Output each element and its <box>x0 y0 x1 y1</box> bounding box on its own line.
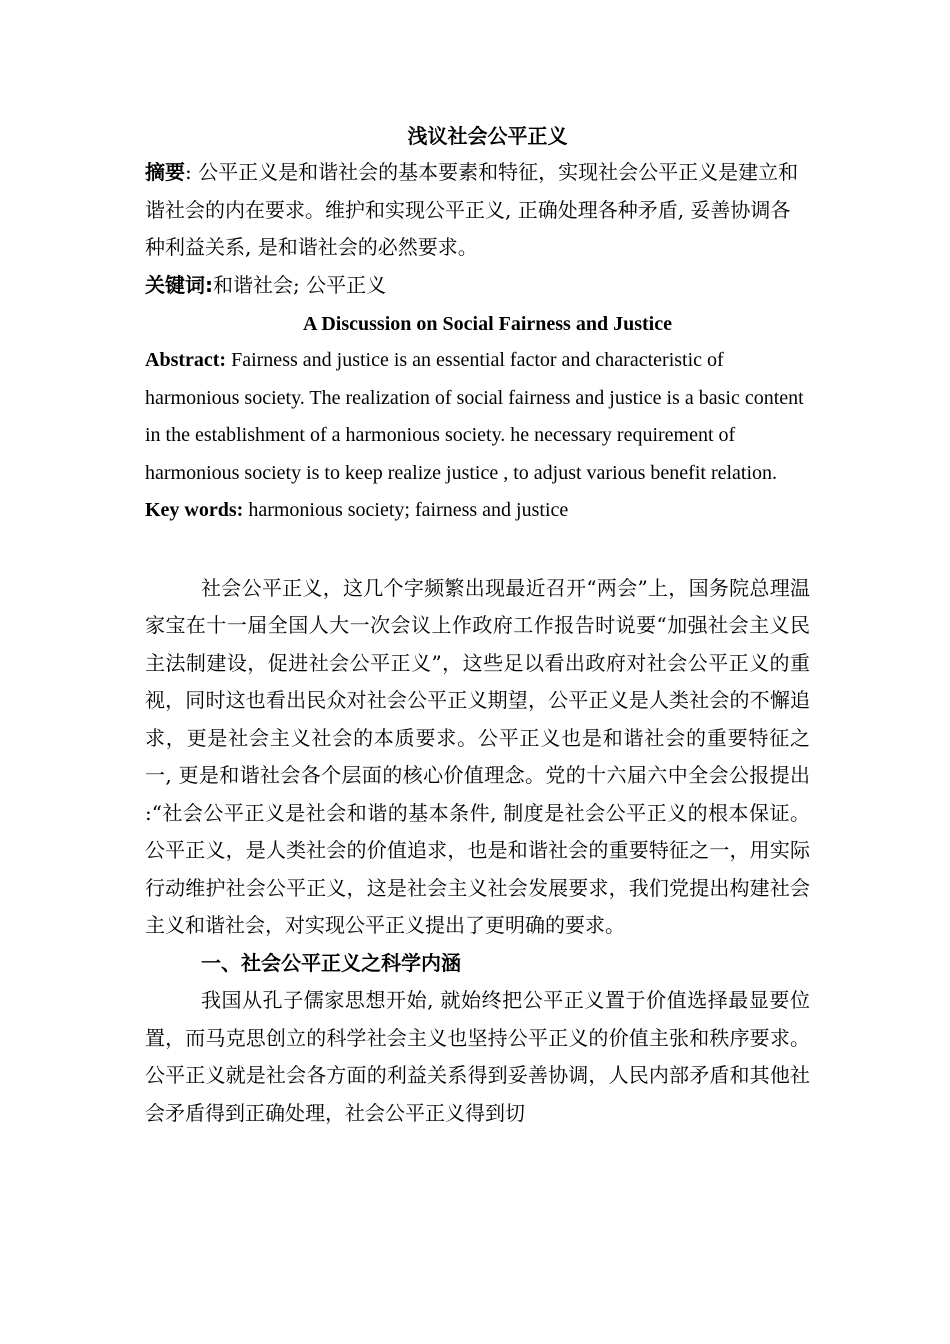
abstract-en-text: Fairness and justice is an essential factor and characteristic of harmonious society. The realization of social fairness and justice is a basic content in the establishment of a harmonious society. he necessary requirement of harmonious society is to keep realize justice , to adjust various benefit relation. <box>145 349 804 484</box>
keywords-cn <box>145 267 810 305</box>
document-title-en: A Discussion on Social Fairness and Justice <box>303 313 672 335</box>
abstract-en <box>145 342 810 492</box>
keywords-cn-label: 关键词: <box>145 272 213 297</box>
keywords-en <box>145 492 810 530</box>
abstract-cn-text: : 公平正义是和谐社会的基本要素和特征，实现社会公平正义是建立和谐社会的内在要求。维护和实现公平正义, 正确处理各种矛盾, 妥善协调各种利益关系, 是和谐社会的必然要求。 <box>145 160 799 259</box>
body-paragraph: 社会公平正义，这几个字频繁出现最近召开“两会”上，国务院总理温家宝在十一届全国人大一次会议上作政府工作报告时说要“加强社会主义民主法制建设，促进社会公平正义”，这些足以看出政府对社会公平正义的重视，同时这也看出民众对社会公平正义期望，公平正义是人类社会的不懈追求，更是社会主义社会的本质要求。公平正义也是和谐社会的重要特征之一, 更是和谐社会各个层面的核心价值理念。党的十六届六中全会公报提出 :“社会公平正义是社会和谐的基本条件, 制度是社会公平正义的根本保证。公平正义，是人类社会的价值追求，也是和谐社会的重要特征之一，用实际行动维护社会公平正义，这是社会主义社会发展要求，我们党提出构建社会主义和谐社会，对实现公平正义提出了更明确的要求。 <box>145 575 810 937</box>
keywords-cn-text: 和谐社会; 公平正义 <box>213 272 387 297</box>
abstract-cn-label: 摘要 <box>145 160 185 184</box>
spacer <box>145 530 810 570</box>
document-page <box>145 118 810 1132</box>
body-paragraph: 我国从孔子儒家思想开始, 就始终把公平正义置于价值选择最显要位置，而马克思创立的科学社会主义也坚持公平正义的价值主张和秩序要求。公平正义就是社会各方面的利益关系得到妥善协调，人民内部矛盾和其他社会矛盾得到正确处理，社会公平正义得到切 <box>145 988 810 1125</box>
section-heading: 一、社会公平正义之科学内涵 <box>201 950 461 975</box>
abstract-en-label: Abstract: <box>145 349 227 371</box>
abstract-cn <box>145 154 810 267</box>
keywords-en-text: harmonious society; fairness and justice <box>243 499 569 521</box>
keywords-en-label: Key words: <box>145 499 244 521</box>
document-title-cn: 浅议社会公平正义 <box>407 124 568 148</box>
